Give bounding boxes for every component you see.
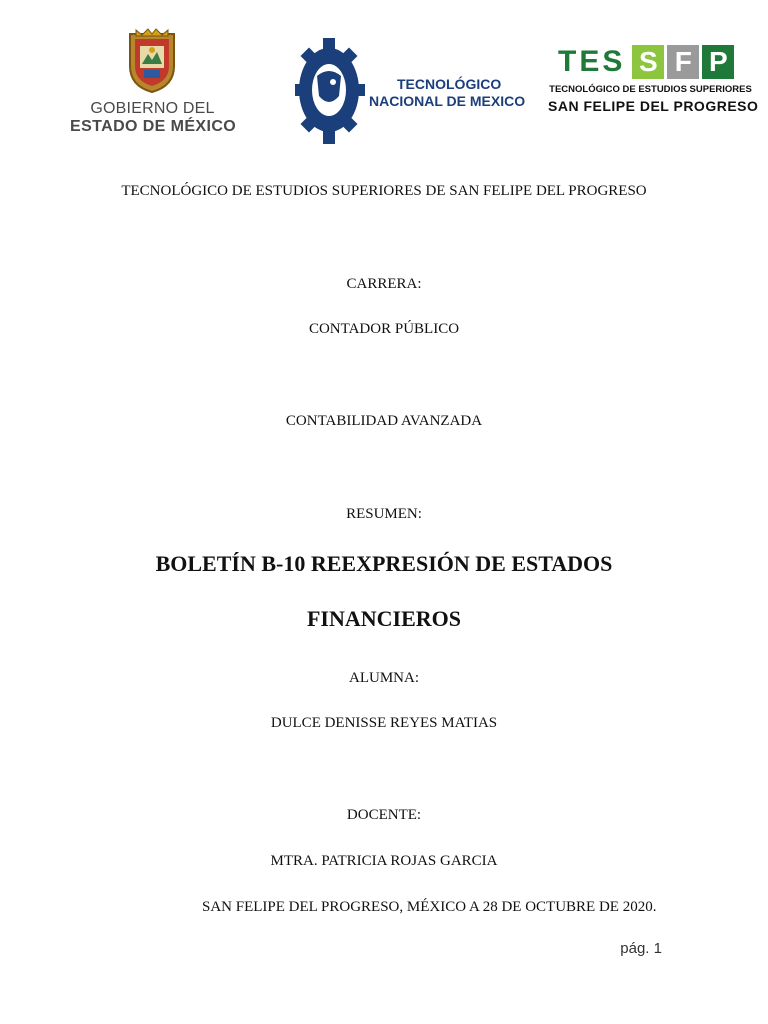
tecnm-logo-line1: TECNOLÓGICO — [397, 76, 502, 92]
tessfp-campus: SAN FELIPE DEL PROGRESO — [548, 98, 759, 114]
tecnm-gear-emblem-icon — [293, 36, 367, 146]
page-number: pág. 1 — [620, 940, 662, 957]
tecnm-logo-text — [369, 76, 525, 110]
edomex-logo — [70, 26, 235, 138]
tecnm-logo — [293, 36, 526, 146]
tecnm-logo-line2: NACIONAL DE MEXICO — [369, 93, 526, 109]
teacher-name: MTRA. PATRICIA ROJAS GARCIA — [270, 853, 498, 869]
student-label: ALUMNA: — [349, 670, 419, 686]
teacher-label: DOCENTE: — [346, 807, 422, 823]
edomex-logo-line2: ESTADO DE MÉXICO — [70, 118, 237, 135]
tessfp-logo — [548, 42, 759, 122]
career-name: CONTADOR PÚBLICO — [308, 321, 460, 337]
subject-name: CONTABILIDAD AVANZADA — [285, 413, 483, 429]
summary-label: RESUMEN: — [346, 506, 422, 522]
institution-name: TECNOLÓGICO DE ESTUDIOS SUPERIORES DE SAN FELIPE DEL PROGRESO — [121, 183, 647, 199]
student-name: DULCE DENISSE REYES MATIAS — [270, 715, 498, 731]
tessfp-wordmark — [558, 44, 734, 80]
tessfp-letter-s: S — [632, 45, 664, 79]
tessfp-letter-f: F — [667, 45, 699, 79]
tessfp-subtitle: TECNOLÓGICO DE ESTUDIOS SUPERIORES — [549, 84, 752, 95]
document-title-line2: FINANCIEROS — [306, 606, 462, 631]
place-and-date: SAN FELIPE DEL PROGRESO, MÉXICO A 28 DE OCTUBRE DE 2020. — [202, 899, 657, 915]
edomex-coat-of-arms-icon — [122, 26, 182, 94]
document-title-line1: BOLETÍN B-10 REEXPRESIÓN DE ESTADOS — [155, 551, 613, 576]
career-label: CARRERA: — [346, 276, 422, 292]
tessfp-letter-p: P — [702, 45, 734, 79]
tessfp-prefix: TES — [558, 45, 626, 78]
edomex-logo-line1: GOBIERNO DEL — [90, 100, 215, 117]
